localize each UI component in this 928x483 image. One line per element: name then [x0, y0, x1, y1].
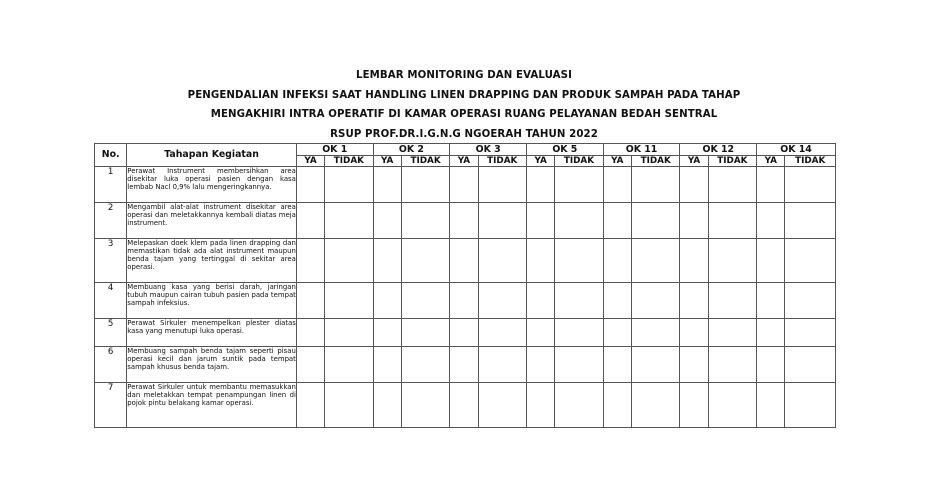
tidak-cell[interactable]	[401, 283, 449, 319]
tidak-cell[interactable]	[401, 319, 449, 347]
ya-cell[interactable]	[373, 167, 401, 203]
ya-cell[interactable]	[757, 167, 785, 203]
header-ya: YA	[373, 156, 401, 167]
tidak-cell[interactable]	[631, 167, 679, 203]
ya-cell[interactable]	[450, 383, 478, 428]
ya-cell[interactable]	[450, 203, 478, 239]
title-line-2: PENGENDALIAN INFEKSI SAAT HANDLING LINEN DRAPPING DAN PRODUK SAMPAH PADA TAHAP	[187, 89, 741, 101]
tidak-cell[interactable]	[478, 319, 526, 347]
ya-cell[interactable]	[296, 239, 324, 283]
tidak-cell[interactable]	[708, 319, 756, 347]
header-room: OK 12	[680, 144, 757, 156]
tidak-cell[interactable]	[785, 167, 836, 203]
ya-cell[interactable]	[603, 203, 631, 239]
tidak-cell[interactable]	[325, 347, 373, 383]
tidak-cell[interactable]	[555, 319, 603, 347]
tidak-cell[interactable]	[325, 319, 373, 347]
header-tidak: TIDAK	[555, 156, 603, 167]
ya-cell[interactable]	[603, 283, 631, 319]
tidak-cell[interactable]	[555, 383, 603, 428]
ya-cell[interactable]	[680, 167, 708, 203]
table-row	[95, 239, 836, 283]
header-ya: YA	[526, 156, 554, 167]
header-room: OK 11	[603, 144, 680, 156]
row-number: 7	[95, 383, 127, 428]
tidak-cell[interactable]	[785, 239, 836, 283]
tidak-cell[interactable]	[325, 203, 373, 239]
tidak-cell[interactable]	[325, 383, 373, 428]
tidak-cell[interactable]	[401, 239, 449, 283]
row-number: 6	[95, 347, 127, 383]
monitoring-table	[94, 143, 836, 428]
ya-cell[interactable]	[757, 283, 785, 319]
tidak-cell[interactable]	[555, 239, 603, 283]
table-row	[95, 167, 836, 203]
tidak-cell[interactable]	[478, 239, 526, 283]
ya-cell[interactable]	[603, 383, 631, 428]
tidak-cell[interactable]	[325, 167, 373, 203]
header-row-rooms	[95, 144, 836, 156]
tidak-cell[interactable]	[631, 319, 679, 347]
ya-cell[interactable]	[757, 203, 785, 239]
header-no: No.	[95, 144, 127, 167]
tidak-cell[interactable]	[785, 347, 836, 383]
header-tidak: TIDAK	[325, 156, 373, 167]
header-room: OK 2	[373, 144, 450, 156]
tidak-cell[interactable]	[325, 283, 373, 319]
tidak-cell[interactable]	[325, 239, 373, 283]
ya-cell[interactable]	[373, 283, 401, 319]
header-tidak: TIDAK	[708, 156, 756, 167]
header-tidak: TIDAK	[785, 156, 836, 167]
header-tidak: TIDAK	[401, 156, 449, 167]
header-tidak: TIDAK	[478, 156, 526, 167]
header-room: OK 3	[450, 144, 527, 156]
tidak-cell[interactable]	[785, 383, 836, 428]
ya-cell[interactable]	[757, 383, 785, 428]
tidak-cell[interactable]	[708, 167, 756, 203]
table-row	[95, 203, 836, 239]
tidak-cell[interactable]	[478, 347, 526, 383]
row-activity: Melepaskan doek klem pada linen drapping dan memastikan tidak ada alat instrument maupun benda tajam yang tertinggal di sekitar area operasi.	[127, 239, 297, 283]
header-ya: YA	[757, 156, 785, 167]
header-room: OK 1	[296, 144, 373, 156]
table-row	[95, 319, 836, 347]
ya-cell[interactable]	[296, 283, 324, 319]
tidak-cell[interactable]	[631, 347, 679, 383]
tidak-cell[interactable]	[785, 283, 836, 319]
tidak-cell[interactable]	[708, 239, 756, 283]
row-number: 5	[95, 319, 127, 347]
ya-cell[interactable]	[450, 239, 478, 283]
tidak-cell[interactable]	[478, 383, 526, 428]
header-room: OK 5	[526, 144, 603, 156]
tidak-cell[interactable]	[401, 383, 449, 428]
header-room: OK 14	[757, 144, 836, 156]
row-activity: Perawat Instrument membersihkan area disekitar luka operasi pasien dengan kasa lembab Nacl 0,9% lalu mengeringkannya.	[127, 167, 297, 203]
ya-cell[interactable]	[680, 239, 708, 283]
ya-cell[interactable]	[757, 319, 785, 347]
ya-cell[interactable]	[373, 203, 401, 239]
document-title-block	[0, 66, 928, 144]
header-ya: YA	[450, 156, 478, 167]
tidak-cell[interactable]	[478, 167, 526, 203]
tidak-cell[interactable]	[401, 167, 449, 203]
ya-cell[interactable]	[373, 319, 401, 347]
tidak-cell[interactable]	[785, 203, 836, 239]
ya-cell[interactable]	[603, 319, 631, 347]
row-number: 1	[95, 167, 127, 203]
row-activity: Membuang kasa yang berisi darah, jaringan tubuh maupun cairan tubuh pasien pada tempat sampah infeksius.	[127, 283, 297, 319]
table-row	[95, 347, 836, 383]
header-ya: YA	[603, 156, 631, 167]
tidak-cell[interactable]	[631, 203, 679, 239]
ya-cell[interactable]	[757, 347, 785, 383]
tidak-cell[interactable]	[555, 167, 603, 203]
ya-cell[interactable]	[450, 167, 478, 203]
header-ya: YA	[680, 156, 708, 167]
tidak-cell[interactable]	[555, 283, 603, 319]
ya-cell[interactable]	[603, 347, 631, 383]
title-line-4: RSUP PROF.DR.I.G.N.G NGOERAH TAHUN 2022	[330, 128, 598, 140]
title-line-1: LEMBAR MONITORING DAN EVALUASI	[356, 70, 572, 81]
row-activity: Membuang sampah benda tajam seperti pisau operasi kecil dan jarum suntik pada tempat sampah khusus benda tajam.	[127, 347, 297, 383]
ya-cell[interactable]	[526, 167, 554, 203]
ya-cell[interactable]	[526, 239, 554, 283]
ya-cell[interactable]	[680, 319, 708, 347]
tidak-cell[interactable]	[555, 203, 603, 239]
header-stage: Tahapan Kegiatan	[127, 144, 297, 167]
ya-cell[interactable]	[296, 167, 324, 203]
header-ya: YA	[296, 156, 324, 167]
ya-cell[interactable]	[373, 383, 401, 428]
row-number: 4	[95, 283, 127, 319]
ya-cell[interactable]	[526, 283, 554, 319]
tidak-cell[interactable]	[401, 347, 449, 383]
ya-cell[interactable]	[680, 347, 708, 383]
tidak-cell[interactable]	[631, 383, 679, 428]
ya-cell[interactable]	[603, 239, 631, 283]
ya-cell[interactable]	[450, 347, 478, 383]
tidak-cell[interactable]	[478, 283, 526, 319]
row-activity: Mengambil alat-alat instrument disekitar area operasi dan meletakkannya kembali diatas meja instrument.	[127, 203, 297, 239]
ya-cell[interactable]	[526, 203, 554, 239]
ya-cell[interactable]	[296, 319, 324, 347]
ya-cell[interactable]	[296, 383, 324, 428]
tidak-cell[interactable]	[555, 347, 603, 383]
ya-cell[interactable]	[757, 239, 785, 283]
row-activity: Perawat Sirkuler menempelkan plester diatas kasa yang menutupi luka operasi.	[127, 319, 297, 347]
ya-cell[interactable]	[526, 347, 554, 383]
tidak-cell[interactable]	[631, 239, 679, 283]
tidak-cell[interactable]	[708, 283, 756, 319]
header-tidak: TIDAK	[631, 156, 679, 167]
ya-cell[interactable]	[296, 203, 324, 239]
tidak-cell[interactable]	[708, 347, 756, 383]
tidak-cell[interactable]	[708, 203, 756, 239]
tidak-cell[interactable]	[478, 203, 526, 239]
ya-cell[interactable]	[680, 383, 708, 428]
ya-cell[interactable]	[603, 167, 631, 203]
tidak-cell[interactable]	[631, 283, 679, 319]
ya-cell[interactable]	[373, 347, 401, 383]
tidak-cell[interactable]	[785, 319, 836, 347]
table-row	[95, 383, 836, 428]
ya-cell[interactable]	[450, 319, 478, 347]
row-activity: Perawat Sirkuler untuk membantu memasukkan dan meletakkan tempat penampungan linen di pojok pintu belakang kamar operasi.	[127, 383, 297, 428]
row-number: 3	[95, 239, 127, 283]
table-row	[95, 283, 836, 319]
ya-cell[interactable]	[526, 319, 554, 347]
ya-cell[interactable]	[526, 383, 554, 428]
ya-cell[interactable]	[450, 283, 478, 319]
ya-cell[interactable]	[680, 283, 708, 319]
ya-cell[interactable]	[296, 347, 324, 383]
ya-cell[interactable]	[373, 239, 401, 283]
row-number: 2	[95, 203, 127, 239]
tidak-cell[interactable]	[401, 203, 449, 239]
ya-cell[interactable]	[680, 203, 708, 239]
title-line-3: MENGAKHIRI INTRA OPERATIF DI KAMAR OPERASI RUANG PELAYANAN BEDAH SENTRAL	[210, 109, 718, 120]
tidak-cell[interactable]	[708, 383, 756, 428]
